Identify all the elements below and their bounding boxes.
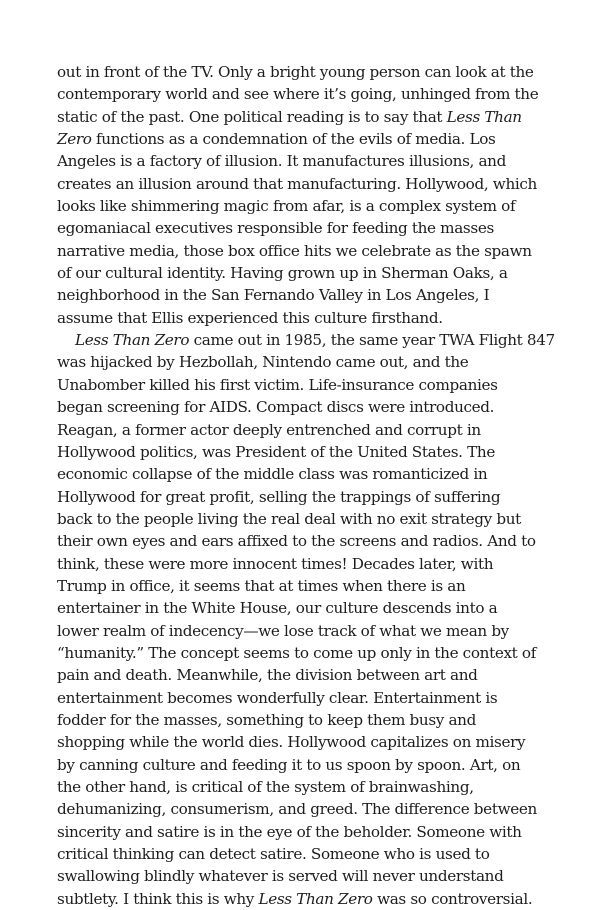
paragraph [57,61,549,329]
text-line: creates an illusion around that manufacturing. Hollywood, which [57,174,537,193]
text-line: by canning culture and feeding it to us spoon by spoon. Art, on [57,755,521,774]
text-line: static of the past. One political reading is to say that Less Than [57,107,522,126]
text-line: narrative media, those box office hits we celebrate as the spawn [57,241,532,260]
text-line: “humanity.” The concept seems to come up only in the context of [57,643,536,662]
text-line: assume that Ellis experienced this culture firsthand. [57,308,443,327]
text-line: think, these were more innocent times! Decades later, with [57,554,494,573]
text-line: sincerity and satire is in the eye of the beholder. Someone with [57,822,522,841]
text-line: Hollywood for great profit, selling the trappings of suffering [57,487,501,506]
text-line: swallowing blindly whatever is served will never understand [57,867,504,886]
text-line: fodder for the masses, something to keep them busy and [57,710,476,729]
text-line: pain and death. Meanwhile, the division between art and [57,666,478,685]
text-line: entertainer in the White House, our culture descends into a [57,599,498,618]
text-line: shopping while the world dies. Hollywood capitalizes on misery [57,733,526,752]
text-line: dehumanizing, consumerism, and greed. The difference between [57,800,537,819]
text-line: Angeles is a factory of illusion. It manufactures illusions, and [57,152,506,171]
text-line: looks like shimmering magic from afar, is a complex system of [57,197,516,216]
text-line: egomaniacal executives responsible for feeding the masses [57,219,494,238]
text-line: Less Than Zero came out in 1985, the same year TWA Flight 847 [75,331,555,350]
text-line: Hollywood politics, was President of the United States. The [57,442,495,461]
text-line: lower realm of indecency—we lose track of what we mean by [57,621,509,640]
book-title: Less Than Zero [75,331,190,350]
text-line: critical thinking can detect satire. Someone who is used to [57,845,490,864]
book-title: Less Than [446,107,522,126]
text-line: Reagan, a former actor deeply entrenched and corrupt in [57,420,481,439]
text-line: subtlety. I think this is why Less Than Zero was so controversial. [57,889,533,908]
text-line: the other hand, is critical of the system of brainwashing, [57,778,474,796]
text-line: out in front of the TV. Only a bright young person can look at the [57,63,534,81]
text-line: was hijacked by Hezbollah, Nintendo came out, and the [57,353,469,372]
text-line: began screening for AIDS. Compact discs were introduced. [57,398,495,417]
text-line: back to the people living the real deal with no exit strategy but [57,509,521,528]
text-line: economic collapse of the middle class was romanticized in [57,465,488,484]
text-line: Trump in office, it seems that at times when there is an [57,576,466,595]
book-title: Less Than Zero [258,889,373,908]
text-line: their own eyes and ears affixed to the screens and radios. And to [57,532,536,551]
text-line: neighborhood in the San Fernando Valley in Los Angeles, I [57,286,490,305]
text-line: Zero functions as a condemnation of the evils of media. Los [57,130,496,149]
text-line: entertainment becomes wonderfully clear. Entertainment is [57,688,498,707]
text-line: of our cultural identity. Having grown up in Sherman Oaks, a [57,264,508,283]
text-line: Unabomber killed his first victim. Life-insurance companies [57,375,498,394]
book-title: Zero [57,130,92,149]
book-page-text [57,61,555,910]
text-line: contemporary world and see where it’s going, unhinged from the [57,85,539,104]
paragraph [57,329,555,910]
